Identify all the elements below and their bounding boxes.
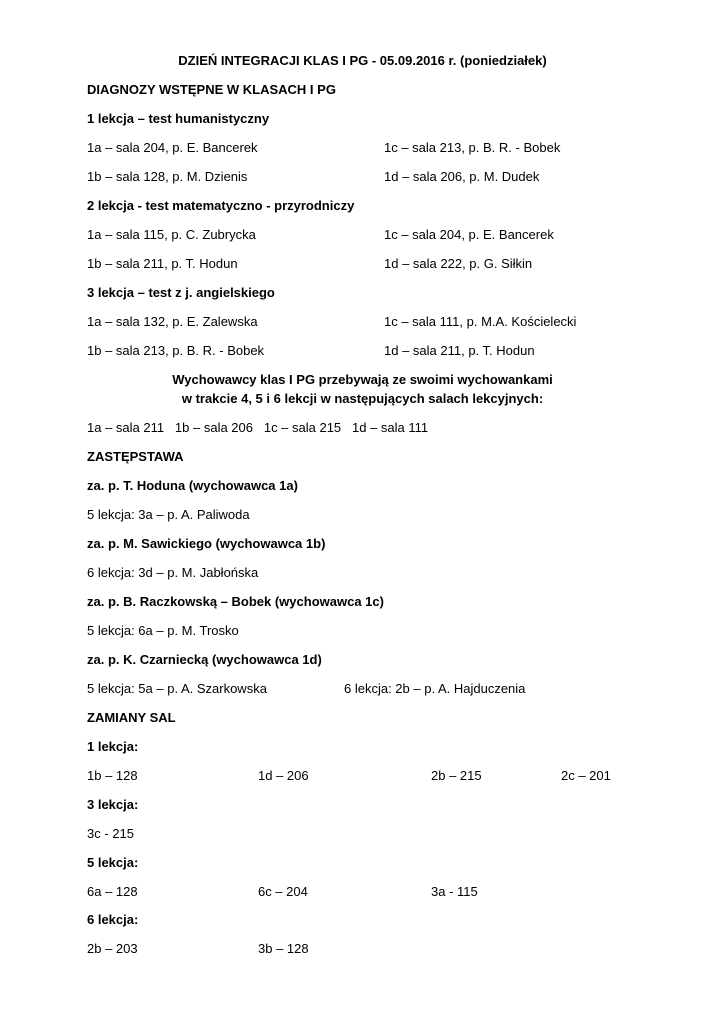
lesson1-row2-left: 1b – sala 128, p. M. Dzienis: [87, 169, 248, 184]
lesson3-row2-right: 1d – sala 211, p. T. Hodun: [384, 343, 535, 358]
lesson1-row2-right: 1d – sala 206, p. M. Dudek: [384, 169, 540, 184]
room-change-cell: 3c - 215: [87, 826, 134, 841]
lesson3-row1-right: 1c – sala 111, p. M.A. Kościelecki: [384, 314, 577, 329]
lesson3-heading: 3 lekcja – test z j. angielskiego: [87, 285, 275, 300]
room-change-cell: 1d – 206: [258, 768, 309, 783]
lesson2-row1-left: 1a – sala 115, p. C. Zubrycka: [87, 227, 256, 242]
room-change-cell: 1b – 128: [87, 768, 138, 783]
diagnoses-heading: DIAGNOZY WSTĘPNE W KLASACH I PG: [87, 82, 336, 97]
lesson2-heading: 2 lekcja - test matematyczno - przyrodniczy: [87, 198, 355, 213]
substitution-value: 5 lekcja: 3a – p. A. Paliwoda: [87, 507, 250, 522]
lesson1-heading: 1 lekcja – test humanistyczny: [87, 111, 270, 126]
substitution-head: za. p. T. Hoduna (wychowawca 1a): [87, 478, 298, 493]
room-change-lesson-label: 6 lekcja:: [87, 912, 139, 927]
lesson3-row2-left: 1b – sala 213, p. B. R. - Bobek: [87, 343, 265, 358]
room-change-cell: 3a - 115: [431, 884, 478, 899]
lesson1-row1-left: 1a – sala 204, p. E. Bancerek: [87, 140, 258, 155]
substitutions-heading: ZASTĘPSTAWA: [87, 449, 184, 464]
substitution-head: za. p. B. Raczkowską – Bobek (wychowawca 1c): [87, 594, 384, 609]
room-change-cell: 6c – 204: [258, 884, 308, 899]
room-change-lesson-label: 1 lekcja:: [87, 739, 139, 754]
homeroom-rooms: 1a – sala 211 1b – sala 206 1c – sala 215 1d – sala 111: [87, 420, 429, 435]
homeroom-note-line2: w trakcie 4, 5 i 6 lekcji w następujących salach lekcyjnych:: [181, 391, 544, 406]
room-changes-heading: ZAMIANY SAL: [87, 710, 176, 725]
room-change-cell: 3b – 128: [258, 941, 309, 956]
room-change-lesson-label: 5 lekcja:: [87, 855, 139, 870]
lesson3-row1-left: 1a – sala 132, p. E. Zalewska: [87, 314, 258, 329]
homeroom-note-line1: Wychowawcy klas I PG przebywają ze swoimi wychowankami: [172, 372, 553, 387]
room-change-cell: 2b – 215: [431, 768, 482, 783]
substitution-value: 5 lekcja: 6a – p. M. Trosko: [87, 623, 239, 638]
document-title: DZIEŃ INTEGRACJI KLAS I PG - 05.09.2016 r. (poniedziałek): [178, 53, 547, 68]
lesson2-row1-right: 1c – sala 204, p. E. Bancerek: [384, 227, 554, 242]
room-change-cell: 2b – 203: [87, 941, 138, 956]
substitution-value: 6 lekcja: 3d – p. M. Jabłońska: [87, 565, 259, 580]
lesson2-row2-right: 1d – sala 222, p. G. Siłkin: [384, 256, 533, 271]
substitution-value: 6 lekcja: 2b – p. A. Hajduczenia: [344, 681, 526, 696]
substitution-value: 5 lekcja: 5a – p. A. Szarkowska: [87, 681, 267, 696]
room-change-cell: 2c – 201: [561, 768, 611, 783]
lesson1-row1-right: 1c – sala 213, p. B. R. - Bobek: [384, 140, 561, 155]
room-change-cell: 6a – 128: [87, 884, 138, 899]
substitution-head: za. p. M. Sawickiego (wychowawca 1b): [87, 536, 326, 551]
room-change-lesson-label: 3 lekcja:: [87, 797, 139, 812]
substitution-head: za. p. K. Czarniecką (wychowawca 1d): [87, 652, 322, 667]
lesson2-row2-left: 1b – sala 211, p. T. Hodun: [87, 256, 238, 271]
